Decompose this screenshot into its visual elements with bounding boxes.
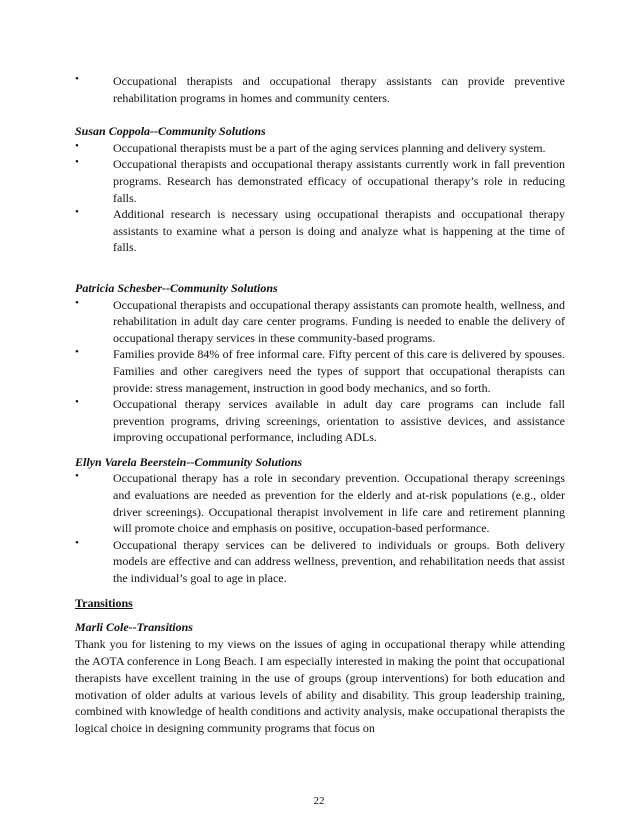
bullet-text: Additional research is necessary using occupational therapists and occupational therapy assistants to examine what a person is doing and analyze what is happening at the time of falls.: [113, 207, 565, 255]
bullet-icon: •: [75, 346, 79, 359]
bullet-text: Occupational therapy services can be delivered to individuals or groups. Both delivery models are effective and can address wellness, prevention, and rehabilitation needs that assist the individual’s goal to age in place.: [113, 537, 565, 586]
section-heading: Ellyn Varela Beerstein--Community Solutions: [75, 454, 303, 469]
section-heading: Marli Cole--Transitions: [75, 620, 193, 635]
intro-bullet-list: [75, 73, 565, 106]
section-beerstein: [75, 454, 565, 587]
list-item: [75, 396, 565, 446]
bullet-icon: •: [75, 206, 79, 219]
bullet-icon: •: [75, 470, 79, 483]
bullet-text: Occupational therapists must be a part of the aging services planning and delivery system.: [113, 140, 546, 155]
list-item: [75, 537, 565, 587]
bullet-text: Families provide 84% of free informal care. Fifty percent of this care is delivered by spouses. Families and other caregivers need the types of support that occupational therapists can provide: stress management, instruction in good body mechanics, and so forth.: [113, 347, 565, 395]
section-heading: Susan Coppola--Community Solutions: [75, 124, 266, 139]
list-item: [75, 346, 565, 396]
section-heading: Patricia Schesber--Community Solutions: [75, 280, 278, 295]
bullet-text: Occupational therapists and occupational therapy assistants can provide preventive rehabilitation programs in homes and community centers.: [113, 74, 565, 105]
list-item: [75, 156, 565, 206]
page-content: [75, 73, 565, 737]
section-coppola: [75, 123, 565, 256]
page-number: 22: [313, 795, 325, 807]
list-item: [75, 297, 565, 347]
body-paragraph: Thank you for listening to my views on the issues of aging in occupational therapy while attending the AOTA conference in Long Beach. I am especially interested in making the point that occupational therapists have excellent training in the use of groups (group interventions) for both education and motivation of older adults at various levels of ability and disability. This group leadership training, combined with knowledge of health conditions and activity analysis, make occupational therapists the logical choice in designing community programs that focus on: [75, 636, 565, 736]
bullet-icon: •: [75, 139, 79, 152]
section-schesber: [75, 280, 565, 446]
bullet-icon: •: [75, 536, 79, 549]
bullet-text: Occupational therapists and occupational therapy assistants currently work in fall prevention programs. Research has demonstrated efficacy of occupational therapy’s role in reducing falls.: [113, 157, 565, 205]
bullet-icon: •: [75, 396, 79, 409]
bullet-icon: •: [75, 296, 79, 309]
bullet-icon: •: [75, 156, 79, 169]
section-transitions: [75, 595, 565, 738]
bullet-icon: •: [75, 73, 79, 85]
list-item: [75, 470, 565, 536]
list-item: [75, 206, 565, 256]
bullet-text: Occupational therapy services available in adult day care programs can include fall prevention programs, driving screenings, orientation to assistive devices, and assistance improving occupational performance, including ADLs.: [113, 397, 565, 445]
list-item: [75, 73, 565, 106]
list-item: [75, 140, 565, 157]
section-title: Transitions: [75, 595, 133, 610]
bullet-text: Occupational therapists and occupational therapy assistants can promote health, wellness, and rehabilitation in adult day care center programs. Funding is needed to enable the delivery of occupational therapy services in these community-based programs.: [113, 297, 565, 345]
bullet-text: Occupational therapy has a role in secondary prevention. Occupational therapy screenings and evaluations are needed as prevention for the elderly and at-risk populations (e.g., older driver screenings). Occupational therapist involvement in life care and retirement planning will promote choice and emphasis on positive, occupation-based performance.: [113, 471, 565, 536]
